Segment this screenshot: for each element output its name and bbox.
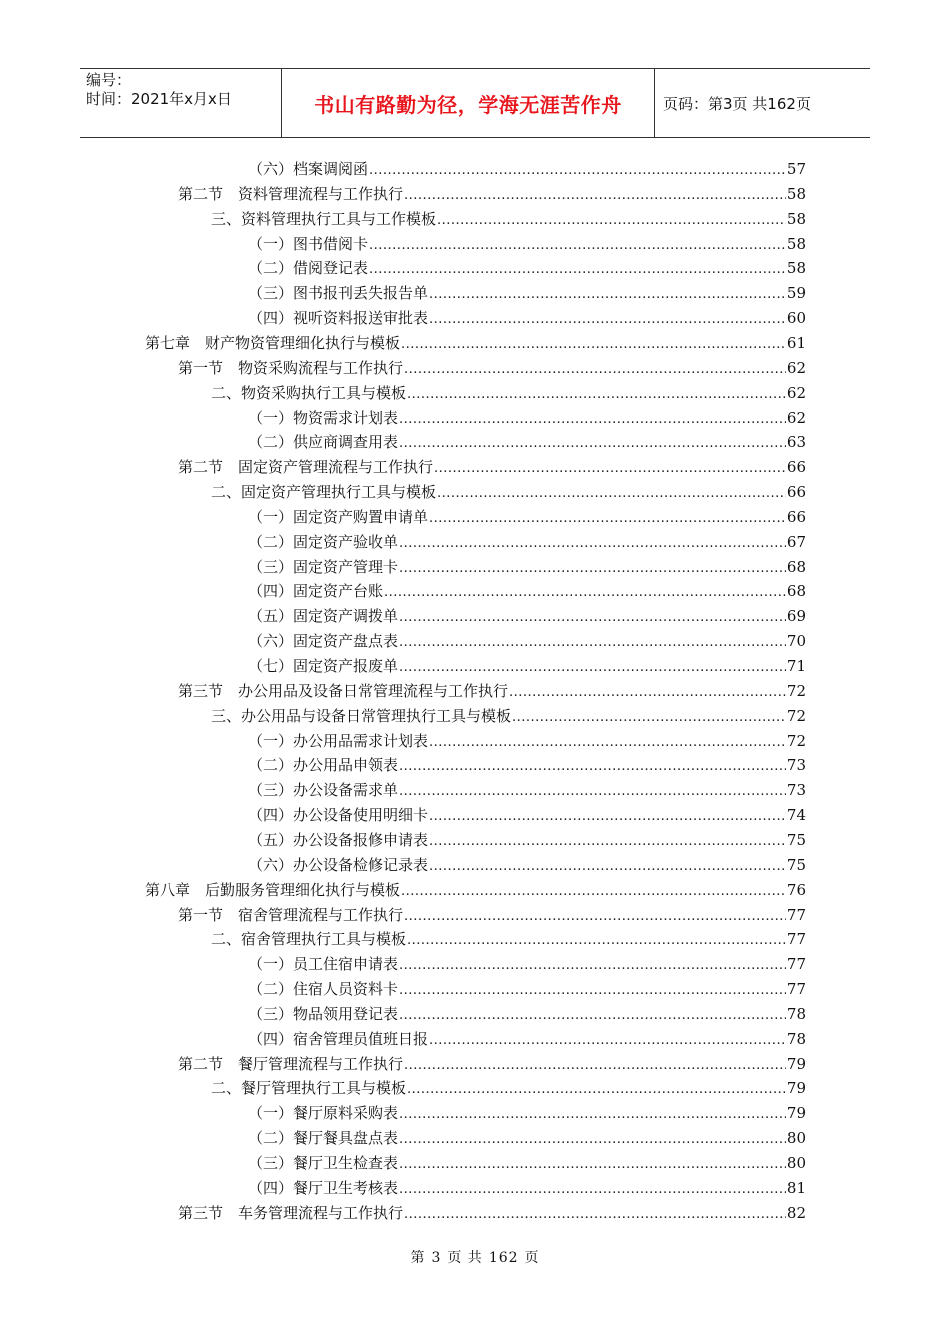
toc-entry[interactable] (178, 1053, 806, 1075)
toc-leader-dots (399, 435, 786, 453)
toc-entry-page: 79 (786, 1104, 806, 1122)
toc-entry-page: 66 (786, 508, 806, 526)
page-info-text: 页码：第3页 共162页 (663, 94, 811, 113)
toc-leader-dots (399, 634, 786, 652)
motto-text: 书山有路勤为径，学海无涯苦作舟 (314, 92, 622, 117)
footer-prefix: 第 (410, 1250, 426, 1266)
toc-entry-page: 58 (786, 235, 806, 253)
toc-entry[interactable] (248, 531, 806, 553)
toc-entry-page: 67 (786, 533, 806, 551)
toc-entry[interactable] (248, 754, 806, 776)
header-motto-cell (282, 69, 655, 137)
toc-entry-page: 63 (786, 433, 806, 451)
toc-leader-dots (407, 386, 786, 404)
toc-entry-title: （一）物资需求计划表 (248, 409, 399, 427)
footer-suffix: 页 (524, 1250, 540, 1266)
toc-entry-title: （四）办公设备使用明细卡 (248, 806, 429, 824)
toc-entry-title: （六）办公设备检修记录表 (248, 856, 429, 874)
toc-entry-title: （三）固定资产管理卡 (248, 558, 399, 576)
toc-entry-page: 60 (786, 309, 806, 327)
toc-leader-dots (429, 1032, 786, 1050)
toc-entry-title: （一）餐厅原料采购表 (248, 1104, 399, 1122)
toc-leader-dots (399, 957, 786, 975)
toc-entry-page: 58 (786, 185, 806, 203)
toc-entry-title: 第二节 资料管理流程与工作执行 (178, 185, 404, 203)
toc-entry-title: 第七章 财产物资管理细化执行与模板 (145, 334, 401, 352)
toc-entry-page: 69 (786, 607, 806, 625)
toc-leader-dots (429, 858, 786, 876)
toc-leader-dots (404, 1057, 786, 1075)
toc-entry-page: 80 (786, 1129, 806, 1147)
toc-entry-page: 58 (786, 259, 806, 277)
toc-entry-page: 77 (786, 955, 806, 973)
toc-entry[interactable] (145, 879, 806, 901)
toc-entry[interactable] (178, 357, 806, 379)
toc-leader-dots (429, 734, 786, 752)
toc-entry-page: 78 (786, 1030, 806, 1048)
toc-entry-title: （三）物品领用登记表 (248, 1005, 399, 1023)
toc-leader-dots (404, 187, 786, 205)
toc-entry-page: 68 (786, 582, 806, 600)
toc-entry-page: 66 (786, 458, 806, 476)
toc-leader-dots (404, 1206, 786, 1224)
toc-entry-page: 78 (786, 1005, 806, 1023)
toc-leader-dots (401, 883, 786, 901)
toc-entry[interactable] (248, 1102, 806, 1124)
toc-entry-page: 62 (786, 359, 806, 377)
toc-entry[interactable] (248, 282, 806, 304)
toc-entry-title: 二、宿舍管理执行工具与模板 (211, 930, 407, 948)
toc-entry-title: 三、资料管理执行工具与工作模板 (211, 210, 437, 228)
toc-entry-title: （二）借阅登记表 (248, 259, 369, 277)
toc-entry-title: 第二节 餐厅管理流程与工作执行 (178, 1055, 404, 1073)
toc-entry-title: （六）档案调阅函 (248, 160, 369, 178)
toc-entry-title: 第三节 车务管理流程与工作执行 (178, 1204, 404, 1222)
toc-entry-title: （四）视听资料报送审批表 (248, 309, 429, 327)
toc-entry[interactable] (248, 307, 806, 329)
toc-entry-page: 79 (786, 1055, 806, 1073)
toc-entry-title: （一）办公用品需求计划表 (248, 732, 429, 750)
toc-leader-dots (369, 237, 786, 255)
toc-entry[interactable] (248, 580, 806, 602)
toc-leader-dots (399, 1106, 786, 1124)
toc-entry-page: 57 (786, 160, 806, 178)
toc-leader-dots (399, 535, 786, 553)
toc-entry[interactable] (178, 183, 806, 205)
toc-leader-dots (399, 1007, 786, 1025)
toc-entry[interactable] (248, 655, 806, 677)
toc-entry[interactable] (178, 904, 806, 926)
footer-current-page: 3 (431, 1250, 442, 1266)
footer-total-pages: 162 (488, 1250, 519, 1266)
toc-entry[interactable] (248, 407, 806, 429)
toc-entry[interactable] (145, 332, 806, 354)
toc-leader-dots (404, 908, 786, 926)
toc-entry[interactable] (248, 431, 806, 453)
toc-leader-dots (399, 1131, 786, 1149)
toc-entry-page: 77 (786, 930, 806, 948)
serial-number-label: 编号： (86, 71, 132, 89)
toc-entry-title: 二、餐厅管理执行工具与模板 (211, 1079, 407, 1097)
toc-leader-dots (399, 783, 786, 801)
toc-entry-page: 81 (786, 1179, 806, 1197)
toc-entry-title: （五）办公设备报修申请表 (248, 831, 429, 849)
header-meta (80, 69, 282, 137)
toc-entry[interactable] (248, 953, 806, 975)
toc-entry-page: 70 (786, 632, 806, 650)
toc-entry[interactable] (248, 605, 806, 627)
toc-entry[interactable] (248, 257, 806, 279)
toc-leader-dots (399, 560, 786, 578)
toc-entry-page: 68 (786, 558, 806, 576)
toc-entry[interactable] (248, 1028, 806, 1050)
toc-entry-page: 59 (786, 284, 806, 302)
toc-entry[interactable] (178, 1202, 806, 1224)
toc-leader-dots (401, 336, 786, 354)
toc-entry-title: （五）固定资产调拨单 (248, 607, 399, 625)
toc-entry[interactable] (211, 705, 806, 727)
toc-leader-dots (369, 261, 786, 279)
toc-leader-dots (399, 1156, 786, 1174)
toc-entry-title: 第一节 宿舍管理流程与工作执行 (178, 906, 404, 924)
toc-entry[interactable] (248, 556, 806, 578)
toc-entry-page: 73 (786, 756, 806, 774)
toc-entry-page: 76 (786, 881, 806, 899)
toc-entry[interactable] (248, 233, 806, 255)
toc-entry-page: 79 (786, 1079, 806, 1097)
toc-entry-title: （三）图书报刊丢失报告单 (248, 284, 429, 302)
toc-entry-title: 二、固定资产管理执行工具与模板 (211, 483, 437, 501)
toc-entry-page: 71 (786, 657, 806, 675)
toc-entry-title: （二）住宿人员资料卡 (248, 980, 399, 998)
page-header (80, 68, 870, 138)
toc-entry-title: 第二节 固定资产管理流程与工作执行 (178, 458, 434, 476)
toc-leader-dots (509, 684, 786, 702)
toc-entry[interactable] (248, 630, 806, 652)
toc-entry[interactable] (248, 779, 806, 801)
toc-entry-page: 77 (786, 980, 806, 998)
toc-entry-page: 58 (786, 210, 806, 228)
toc-entry-page: 62 (786, 409, 806, 427)
toc-entry[interactable] (248, 978, 806, 1000)
toc-entry-title: （四）宿舍管理员值班日报 (248, 1030, 429, 1048)
toc-leader-dots (512, 709, 786, 727)
toc-entry-title: （四）固定资产台账 (248, 582, 384, 600)
toc-leader-dots (437, 212, 786, 230)
toc-leader-dots (399, 659, 786, 677)
toc-entry-title: （一）员工住宿申请表 (248, 955, 399, 973)
toc-leader-dots (407, 1081, 786, 1099)
toc-entry-title: （四）餐厅卫生考核表 (248, 1179, 399, 1197)
toc-entry[interactable] (248, 1152, 806, 1174)
toc-entry-title: （七）固定资产报废单 (248, 657, 399, 675)
toc-leader-dots (399, 982, 786, 1000)
toc-entry[interactable] (248, 1127, 806, 1149)
toc-leader-dots (429, 311, 786, 329)
toc-entry-title: 第八章 后勤服务管理细化执行与模板 (145, 881, 401, 899)
toc-entry-title: （一）固定资产购置申请单 (248, 508, 429, 526)
toc-entry-page: 61 (786, 334, 806, 352)
toc-entry[interactable] (248, 506, 806, 528)
toc-leader-dots (399, 411, 786, 429)
header-page-info-cell (655, 69, 870, 137)
toc-entry-title: （三）办公设备需求单 (248, 781, 399, 799)
toc-entry[interactable] (211, 481, 806, 503)
toc-entry-title: 三、办公用品与设备日常管理执行工具与模板 (211, 707, 512, 725)
toc-entry-page: 62 (786, 384, 806, 402)
toc-entry[interactable] (248, 1003, 806, 1025)
toc-leader-dots (434, 460, 786, 478)
toc-leader-dots (429, 286, 786, 304)
toc-entry-title: （一）图书借阅卡 (248, 235, 369, 253)
toc-entry[interactable] (211, 928, 806, 950)
toc-leader-dots (399, 1181, 786, 1199)
toc-entry[interactable] (211, 208, 806, 230)
toc-entry-page: 75 (786, 831, 806, 849)
toc-leader-dots (429, 510, 786, 528)
toc-leader-dots (404, 361, 786, 379)
toc-entry[interactable] (211, 1077, 806, 1099)
toc-entry[interactable] (248, 1177, 806, 1199)
toc-entry[interactable] (248, 829, 806, 851)
toc-entry-page: 80 (786, 1154, 806, 1172)
toc-leader-dots (407, 932, 786, 950)
toc-entry-title: （二）供应商调查用表 (248, 433, 399, 451)
toc-entry-page: 77 (786, 906, 806, 924)
toc-leader-dots (384, 584, 786, 602)
toc-entry-page: 82 (786, 1204, 806, 1222)
toc-leader-dots (429, 833, 786, 851)
toc-entry[interactable] (248, 730, 806, 752)
toc-entry-title: 第三节 办公用品及设备日常管理流程与工作执行 (178, 682, 509, 700)
toc-leader-dots (429, 808, 786, 826)
toc-entry[interactable] (178, 456, 806, 478)
toc-entry[interactable] (211, 382, 806, 404)
toc-leader-dots (437, 485, 786, 503)
toc-leader-dots (399, 758, 786, 776)
toc-entry[interactable] (248, 804, 806, 826)
toc-leader-dots (369, 162, 786, 180)
toc-entry[interactable] (178, 680, 806, 702)
toc-entry-title: （二）餐厅餐具盘点表 (248, 1129, 399, 1147)
toc-entry-page: 75 (786, 856, 806, 874)
toc-entry-page: 72 (786, 732, 806, 750)
toc-leader-dots (399, 609, 786, 627)
toc-entry-page: 72 (786, 682, 806, 700)
footer-mid: 页 共 (447, 1250, 483, 1266)
toc-entry-title: （二）固定资产验收单 (248, 533, 399, 551)
toc-entry-page: 72 (786, 707, 806, 725)
page-footer (0, 1247, 950, 1267)
date-label: 时间：2021年x月x日 (86, 90, 232, 108)
toc-entry-page: 66 (786, 483, 806, 501)
toc-entry-page: 73 (786, 781, 806, 799)
toc-entry-title: 二、物资采购执行工具与模板 (211, 384, 407, 402)
toc-entry-title: 第一节 物资采购流程与工作执行 (178, 359, 404, 377)
toc-entry-title: （二）办公用品申领表 (248, 756, 399, 774)
toc-entry[interactable] (248, 854, 806, 876)
toc-entry[interactable] (248, 158, 806, 180)
toc-entry-title: （三）餐厅卫生检查表 (248, 1154, 399, 1172)
toc-entry-title: （六）固定资产盘点表 (248, 632, 399, 650)
toc-entry-page: 74 (786, 806, 806, 824)
